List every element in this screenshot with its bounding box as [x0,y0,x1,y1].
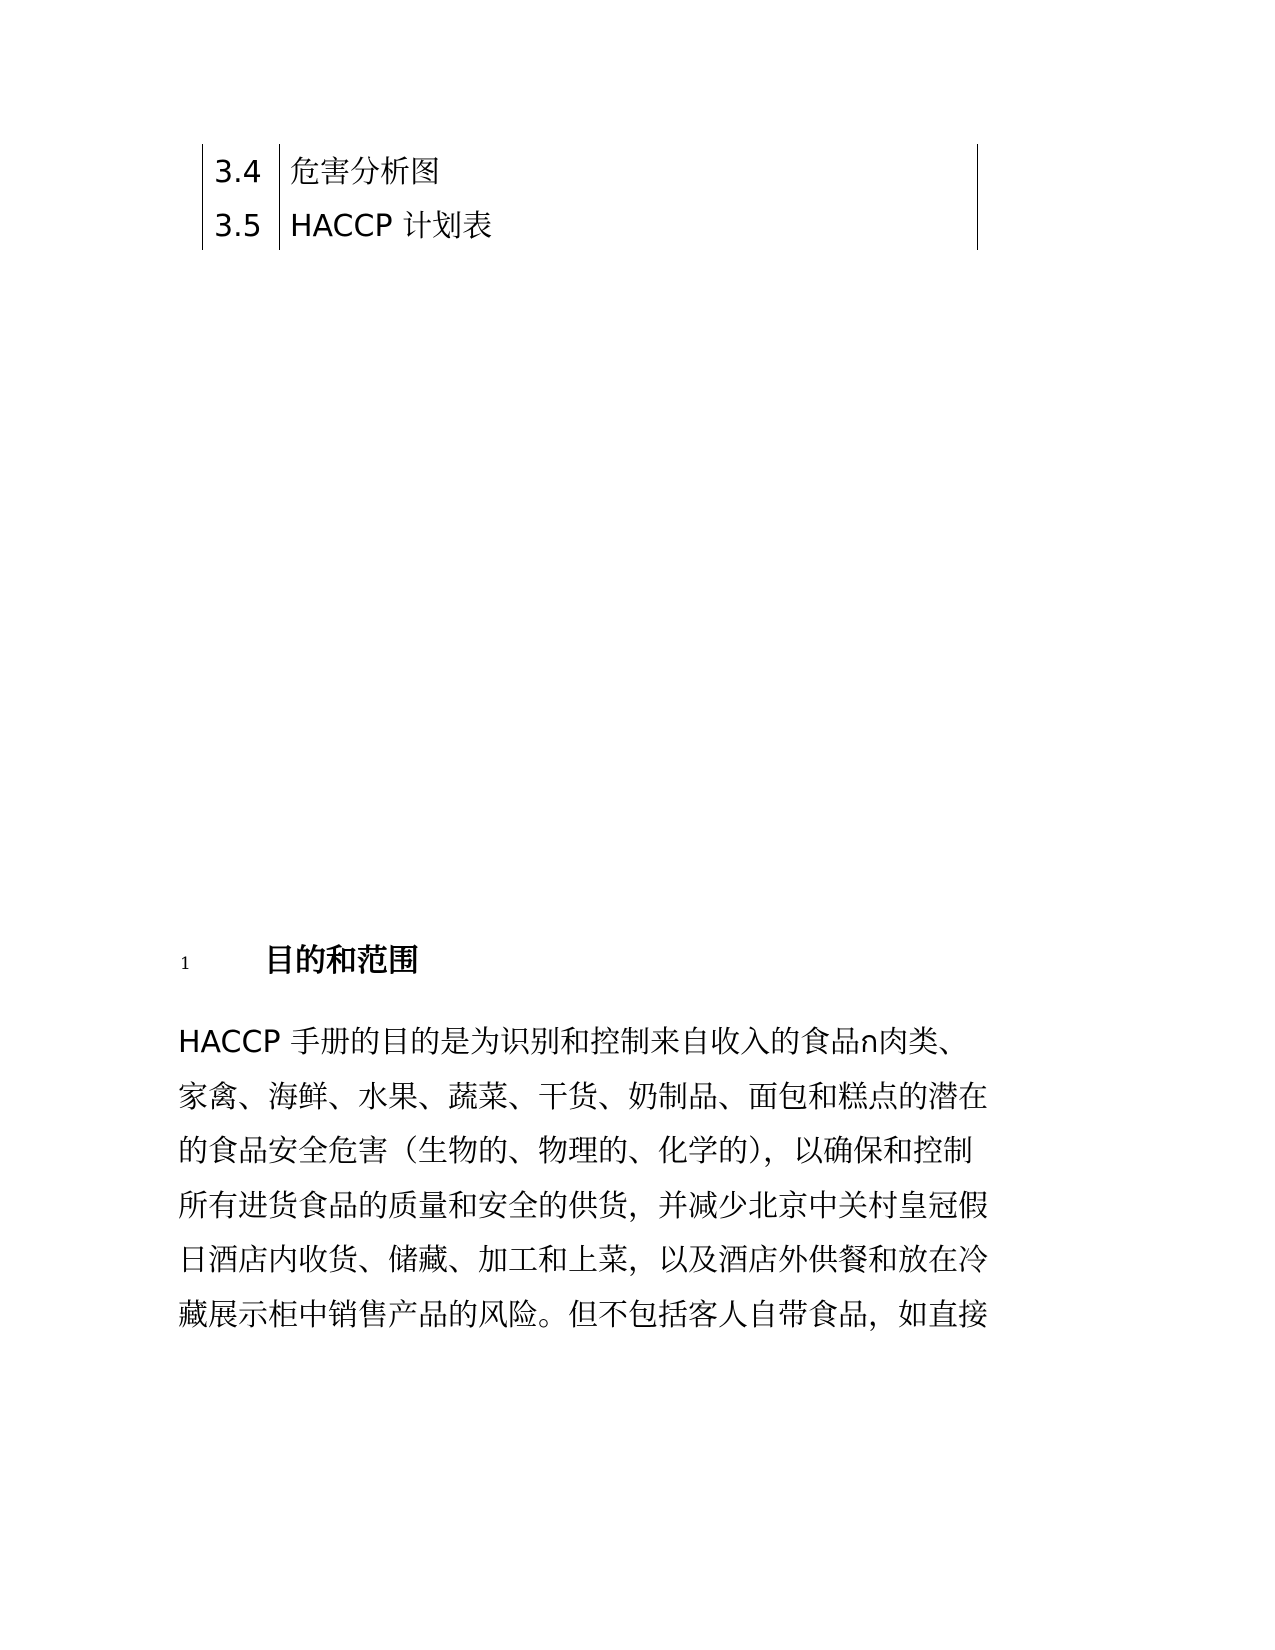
toc-row [203,146,977,199]
section-heading: 目的和范围 [264,943,419,979]
paragraph-line: 所有进货食品的质量和安全的供货，并减少北京中关村皇冠假 [178,1188,988,1224]
paragraph-line: 的食品安全危害（生物的、物理的、化学的），以确保和控制 [178,1134,973,1170]
paragraph-line: HACCP 手册的目的是为识别和控制来自收入的食品ก肉类、 [178,1025,969,1060]
paragraph-line: 藏展示柜中销售产品的风险。但不包括客人自带食品，如直接 [178,1297,988,1333]
paragraph-line: 家禽、海鲜、水果、蔬菜、干货、奶制品、面包和糕点的潜在 [178,1079,988,1115]
toc-table [202,144,978,250]
toc-row-number: 3.5 [214,209,262,244]
section-number: 1 [180,954,191,974]
body-paragraph [178,1016,1038,1344]
toc-row-title: 危害分析图 [290,155,440,190]
toc-row-number: 3.4 [214,155,262,190]
toc-row-title: HACCP 计划表 [290,209,493,244]
toc-row [203,200,977,253]
paragraph-line: 日酒店内收货、储藏、加工和上菜，以及酒店外供餐和放在冷 [178,1243,988,1279]
